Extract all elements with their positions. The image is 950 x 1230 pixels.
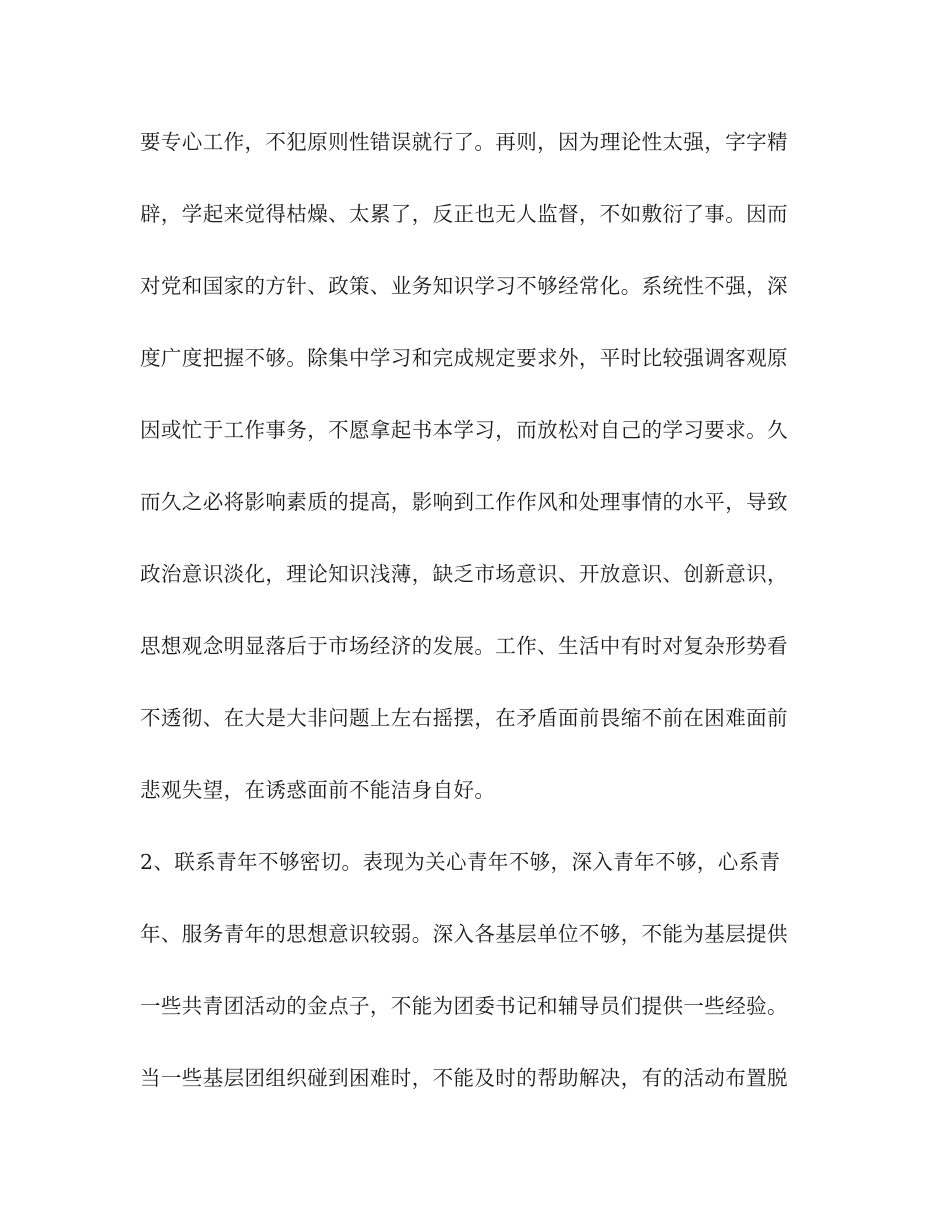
- text-line: 辟，学起来觉得枯燥、太累了，反正也无人监督，不如敷衍了事。因而: [140, 202, 788, 226]
- text-line: 悲观失望，在诱惑面前不能洁身自好。: [140, 778, 496, 802]
- text-line: 2、联系青年不够密切。表现为关心青年不够，深入青年不够，心系青: [140, 850, 781, 874]
- text-line: 对党和国家的方针、政策、业务知识学习不够经常化。系统性不强，深: [140, 274, 788, 298]
- text-line: 一些共青团活动的金点子，不能为团委书记和辅导员们提供一些经验。: [140, 994, 788, 1018]
- text-line: 当一些基层团组织碰到困难时，不能及时的帮助解决，有的活动布置脱: [140, 1066, 788, 1090]
- text-line: 因或忙于工作事务，不愿拿起书本学习，而放松对自己的学习要求。久: [140, 418, 788, 442]
- text-line: 政治意识淡化，理论知识浅薄，缺乏市场意识、开放意识、创新意识，: [140, 562, 788, 586]
- text-line: 度广度把握不够。除集中学习和完成规定要求外，平时比较强调客观原: [140, 346, 788, 370]
- text-line: 要专心工作，不犯原则性错误就行了。再则，因为理论性太强，字字精: [140, 130, 788, 154]
- text-line: 而久之必将影响素质的提高，影响到工作作风和处理事情的水平，导致: [140, 490, 788, 514]
- text-line: 思想观念明显落后于市场经济的发展。工作、生活中有时对复杂形势看: [140, 634, 788, 658]
- text-line: 年、服务青年的思想意识较弱。深入各基层单位不够，不能为基层提供: [140, 922, 788, 946]
- text-line: 不透彻、在大是大非问题上左右摇摆，在矛盾面前畏缩不前在困难面前: [140, 706, 788, 730]
